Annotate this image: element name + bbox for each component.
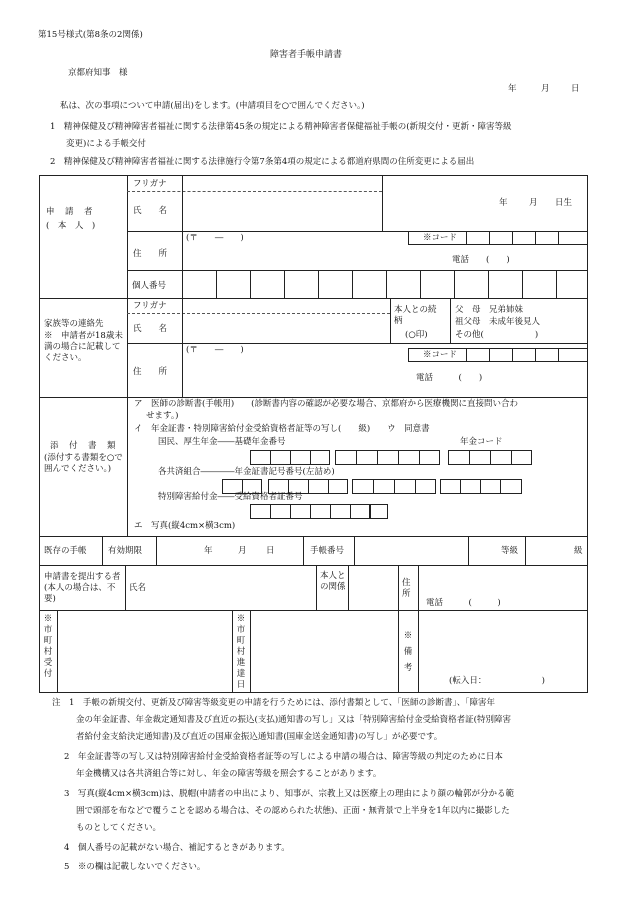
existing-label: 既存の手帳 xyxy=(44,546,87,556)
date-year: 年 xyxy=(508,84,517,94)
submitter-phone: 電話 ( ) xyxy=(426,598,501,608)
date-day: 日 xyxy=(571,84,580,94)
birth-year: 年 xyxy=(499,198,508,208)
note-1-line-2: 金の年金証書、年金裁定通知書及び直近の振込(支払)通知書の写し」又は「特別障害給付金受給資格者証(特別障害 xyxy=(76,715,511,725)
municipal-delivery-label: ※市町村進達日 xyxy=(236,614,246,690)
existing-grade-label: 等級 xyxy=(501,546,519,556)
form-title: 障害者手帳申請書 xyxy=(270,50,343,60)
submitter-name-label: 氏名 xyxy=(129,583,147,593)
note-5: 5 ※の欄は記載しないでください。 xyxy=(64,862,206,872)
attach-a-line-1: ア 医師の診断書(手帳用) (診断書内容の確認が必要な場合、京都府から医療機関に直接問い合わ xyxy=(134,399,518,409)
pension-code-label: 年金コード xyxy=(460,437,503,447)
applicant-my-number-label: 個人番号 xyxy=(132,281,167,291)
attach-a-line-2: せます。) xyxy=(146,411,179,421)
item-2: 2 精神保健及び精神障害者福祉に関する法律施行令第7条第4項の規定による都道府県間の住所変更による届出 xyxy=(50,157,475,167)
family-relation-label: 本人との続 柄 xyxy=(394,305,454,326)
relation-options-3: その他( ) xyxy=(455,330,539,340)
item-1-line-2: 変更)による手帳交付 xyxy=(66,139,146,149)
addressee: 京都府知事 様 xyxy=(68,68,128,78)
note-4: 4 個人番号の記載がない場合、補記するときがあります。 xyxy=(64,843,290,853)
existing-validity: 有効期限 xyxy=(108,546,143,556)
intro-text: 私は、次の事項について申請(届出)をします。(申請項目を○で囲んでください。) xyxy=(60,101,365,111)
note-2-line-1: 2 年金証書等の写し又は特別障害給付金受給資格者証等の写しによる申請の場合は、障害等級の判定のために日本 xyxy=(64,752,503,762)
family-relation-seal: (○印) xyxy=(405,330,428,340)
family-phone: 電話 ( ) xyxy=(416,373,483,383)
applicant-address-label: 住 所 xyxy=(133,249,168,259)
note-3-line-3: ものとしてください。 xyxy=(76,823,162,833)
existing-day: 日 xyxy=(266,546,275,556)
attach-i-line: イ 年金証書・特別障害給付金受給資格者証等の写し( 級) ウ 同意書 xyxy=(134,424,430,434)
date-month: 月 xyxy=(541,84,550,94)
note-1-line-3: 者給付金支給決定通知書)及び直近の国庫金振込通知書(国庫金送金通知書)の写し」が必要です。 xyxy=(76,732,443,742)
note-2-line-2: 年金機構又は各共済組合等に対し、年金の障害等級を照会することがあります。 xyxy=(76,769,382,779)
birth-month: 月 xyxy=(529,198,538,208)
kyosai: 各共済組合――――年金証書記号番号(左詰め) xyxy=(158,467,335,477)
family-note: ※ 申請者が18歳未満の場合に記載してください。 xyxy=(44,331,123,363)
note-1-line-1: 注 1 手帳の新規交付、更新及び障害等級変更の申請を行うためには、添付書類として、「医師の診断書」、「障害年 xyxy=(52,698,495,708)
applicant-code-label: ※コード xyxy=(423,233,458,243)
existing-month: 月 xyxy=(238,546,247,556)
municipal-receipt-label: ※市町村受付 xyxy=(43,614,53,679)
family-furigana-label: フリガナ xyxy=(133,301,167,311)
applicant-furigana-label: フリガナ xyxy=(133,179,167,189)
attach-e-line: エ 写真(縦4cm×横3cm) xyxy=(134,521,236,531)
applicant-phone: 電話 ( ) xyxy=(452,255,510,265)
existing-number-label: 手帳番号 xyxy=(310,546,345,556)
family-address-label: 住 所 xyxy=(133,367,168,377)
attach-label: 添 付 書 類 xyxy=(50,441,117,451)
submitter-address-label: 住所 xyxy=(402,578,411,599)
family-label: 家族等の連絡先 xyxy=(44,319,104,329)
note-3-line-1: 3 写真(縦4cm×横3cm)は、脱帽(申請者の申出により、知事が、宗教上又は医療上の理由により顔の輪郭が分かる範 xyxy=(64,789,514,799)
family-code-label: ※コード xyxy=(423,350,458,360)
tokubetsu: 特別障害給付金――受給資格者証番号 xyxy=(158,492,303,502)
submitter-label: 申請書を提出する者(本人の場合は、不要) xyxy=(44,572,121,604)
submitter-relation-label: 本人との関係 xyxy=(320,571,346,592)
relation-options-2: 祖父母 未成年後見人 xyxy=(455,317,541,327)
relation-options-1: 父 母 兄弟姉妹 xyxy=(455,305,524,315)
applicant-postal: (〒 ― ) xyxy=(186,233,244,243)
attach-sublabel: (添付する書類を○で囲んでください。) xyxy=(44,453,123,474)
existing-grade-unit: 級 xyxy=(574,546,583,556)
family-name-label: 氏 名 xyxy=(133,324,168,334)
item-1-line-1: 1 精神保健及び精神障害者福祉に関する法律第45条の規定による精神障害者保健福祉手帳の(新規交付・更新・障害等級 xyxy=(50,122,512,132)
note-3-line-2: 囲で頭部を布などで覆うことを認める場合は、その認められた状態)、正面・無背景で上半身を1年以内に撮影した xyxy=(76,806,510,816)
form-id: 第15号様式(第8条の2関係) xyxy=(38,30,143,40)
applicant-sublabel: ( 本 人 ) xyxy=(46,221,96,231)
existing-year: 年 xyxy=(204,546,213,556)
municipal-remarks-label: ※備考 xyxy=(403,631,413,673)
applicant-name-label: 氏 名 xyxy=(133,206,168,216)
pension-kokumin: 国民、厚生年金――基礎年金番号 xyxy=(158,437,286,447)
municipal-transfer: (転入日： ) xyxy=(449,676,545,686)
applicant-label: 申 請 者 xyxy=(46,207,94,217)
family-postal: (〒 ― ) xyxy=(186,345,244,355)
birth-day: 日生 xyxy=(555,198,573,208)
